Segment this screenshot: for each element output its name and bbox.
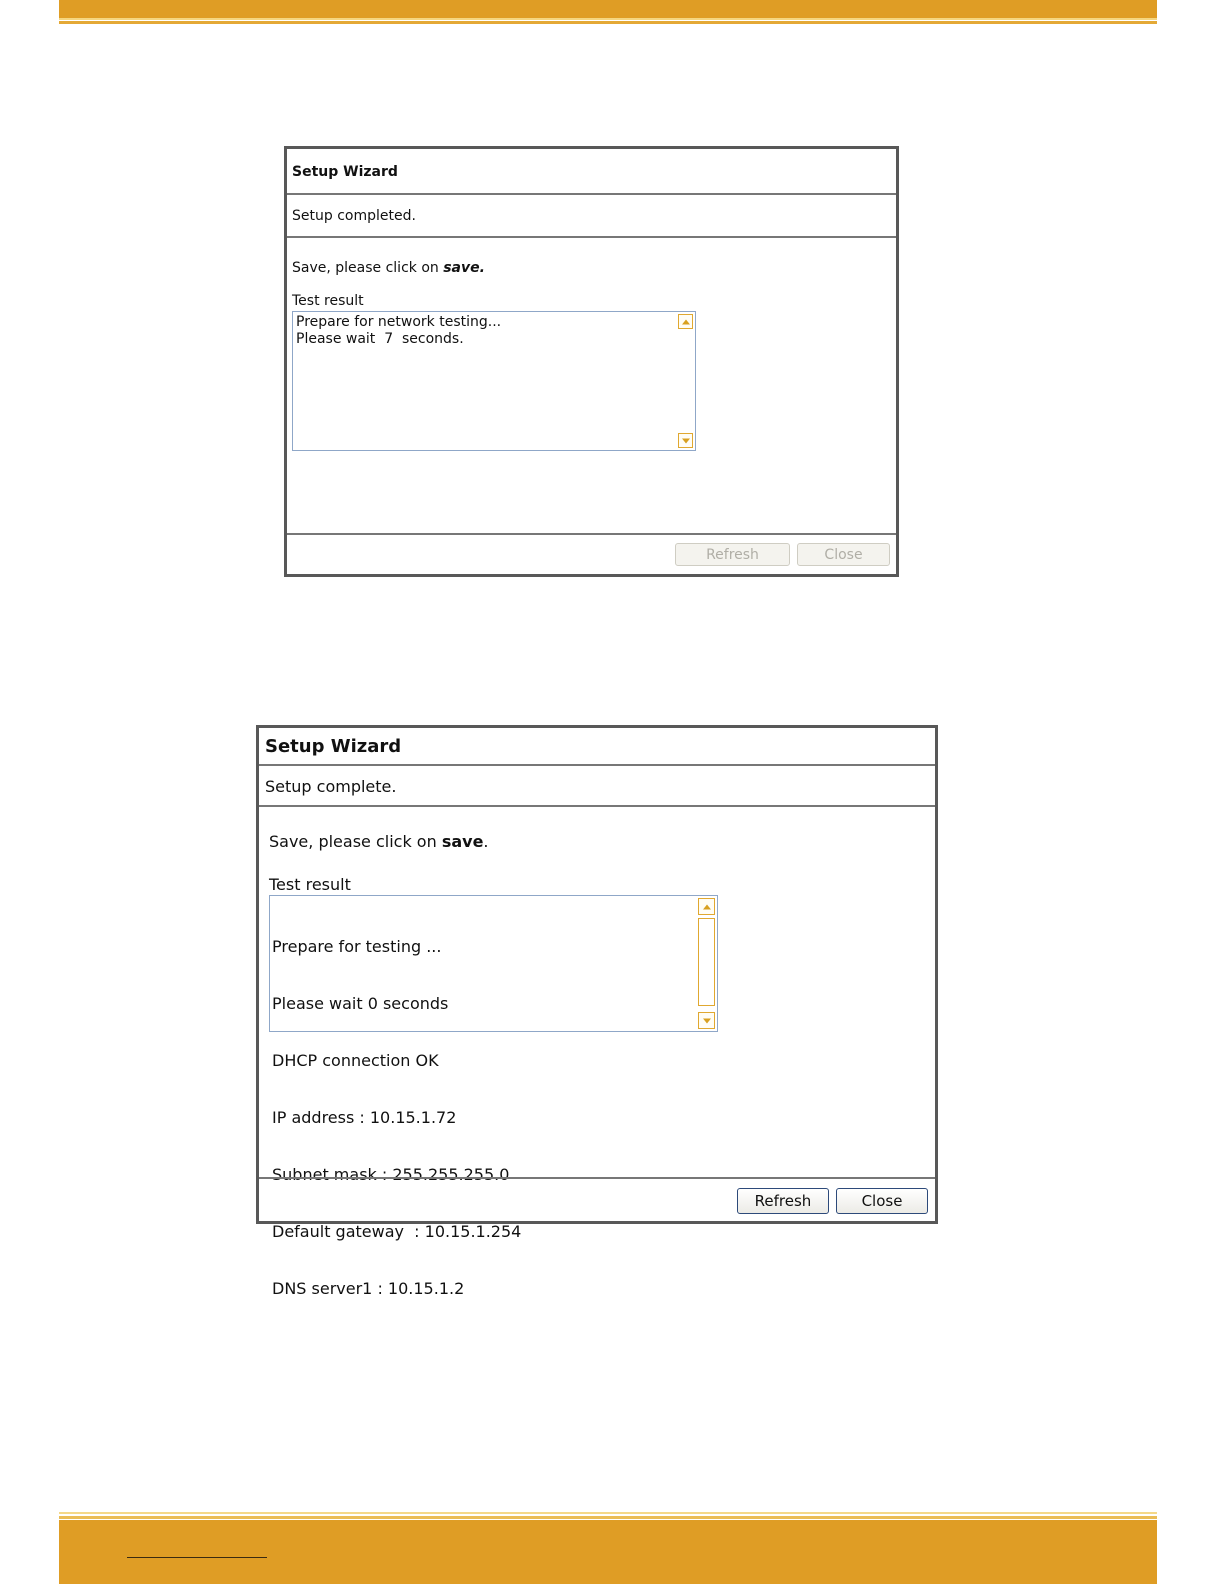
page-footer-stripe: [59, 1512, 1157, 1522]
refresh-button[interactable]: Refresh: [675, 543, 790, 566]
result-line: DNS server1 : 10.15.1.2: [272, 1279, 465, 1298]
dialog-title-bar: [259, 728, 935, 764]
test-result-textarea[interactable]: [292, 311, 696, 451]
result-line: IP address : 10.15.1.72: [272, 1108, 457, 1127]
dialog-title-bar: [287, 149, 896, 193]
setup-status-text: Setup completed.: [292, 208, 416, 224]
save-instruction: [269, 832, 489, 851]
result-line: DHCP connection OK: [272, 1051, 439, 1070]
save-instruction-text: Save, please click on: [269, 832, 442, 851]
dialog-title: Setup Wizard: [265, 736, 402, 757]
close-button[interactable]: Close: [836, 1188, 928, 1214]
setup-wizard-dialog-1: [284, 146, 899, 577]
test-result-label: Test result: [269, 875, 351, 894]
save-keyword: save.: [443, 260, 485, 276]
dialog-body: [287, 236, 896, 533]
test-result-content: [296, 314, 501, 348]
footer-rule-line: [127, 1557, 267, 1558]
close-button[interactable]: Close: [797, 543, 890, 566]
scroll-up-arrow-icon[interactable]: [678, 314, 693, 329]
result-line: Prepare for testing ...: [272, 937, 442, 956]
test-result-content: [272, 899, 521, 1336]
dialog-footer: [259, 1177, 935, 1221]
save-keyword: save: [441, 832, 484, 851]
page-footer-bar: [59, 1522, 1157, 1584]
test-result-label: Test result: [292, 293, 364, 309]
dialog-status-bar: [259, 764, 935, 805]
save-instruction-text: Save, please click on: [292, 260, 444, 276]
scrollbar-thumb[interactable]: [698, 918, 715, 1006]
dialog-status-bar: [287, 193, 896, 236]
result-line: Please wait 0 seconds: [272, 994, 449, 1013]
scroll-down-arrow-icon[interactable]: [698, 1012, 715, 1029]
save-instruction: [292, 260, 485, 276]
refresh-button[interactable]: Refresh: [737, 1188, 829, 1214]
setup-wizard-dialog-2: [256, 725, 938, 1298]
scroll-down-arrow-icon[interactable]: [678, 433, 693, 448]
setup-status-text: Setup complete.: [265, 777, 397, 796]
result-line: Default gateway : 10.15.1.254: [272, 1222, 522, 1241]
save-instruction-suffix: .: [483, 832, 489, 851]
page-header-bar: [59, 0, 1157, 18]
result-line: Please wait 7 seconds.: [296, 331, 464, 347]
scroll-up-arrow-icon[interactable]: [698, 898, 715, 915]
result-line: Subnet mask : 255.255.255.0: [272, 1165, 510, 1184]
dialog-footer: [287, 533, 896, 574]
page-header-stripe: [59, 18, 1157, 24]
result-line: Prepare for network testing...: [296, 314, 502, 330]
dialog-title: Setup Wizard: [292, 164, 398, 180]
test-result-textarea[interactable]: [269, 895, 718, 1298]
scrollbar[interactable]: [698, 898, 715, 1029]
